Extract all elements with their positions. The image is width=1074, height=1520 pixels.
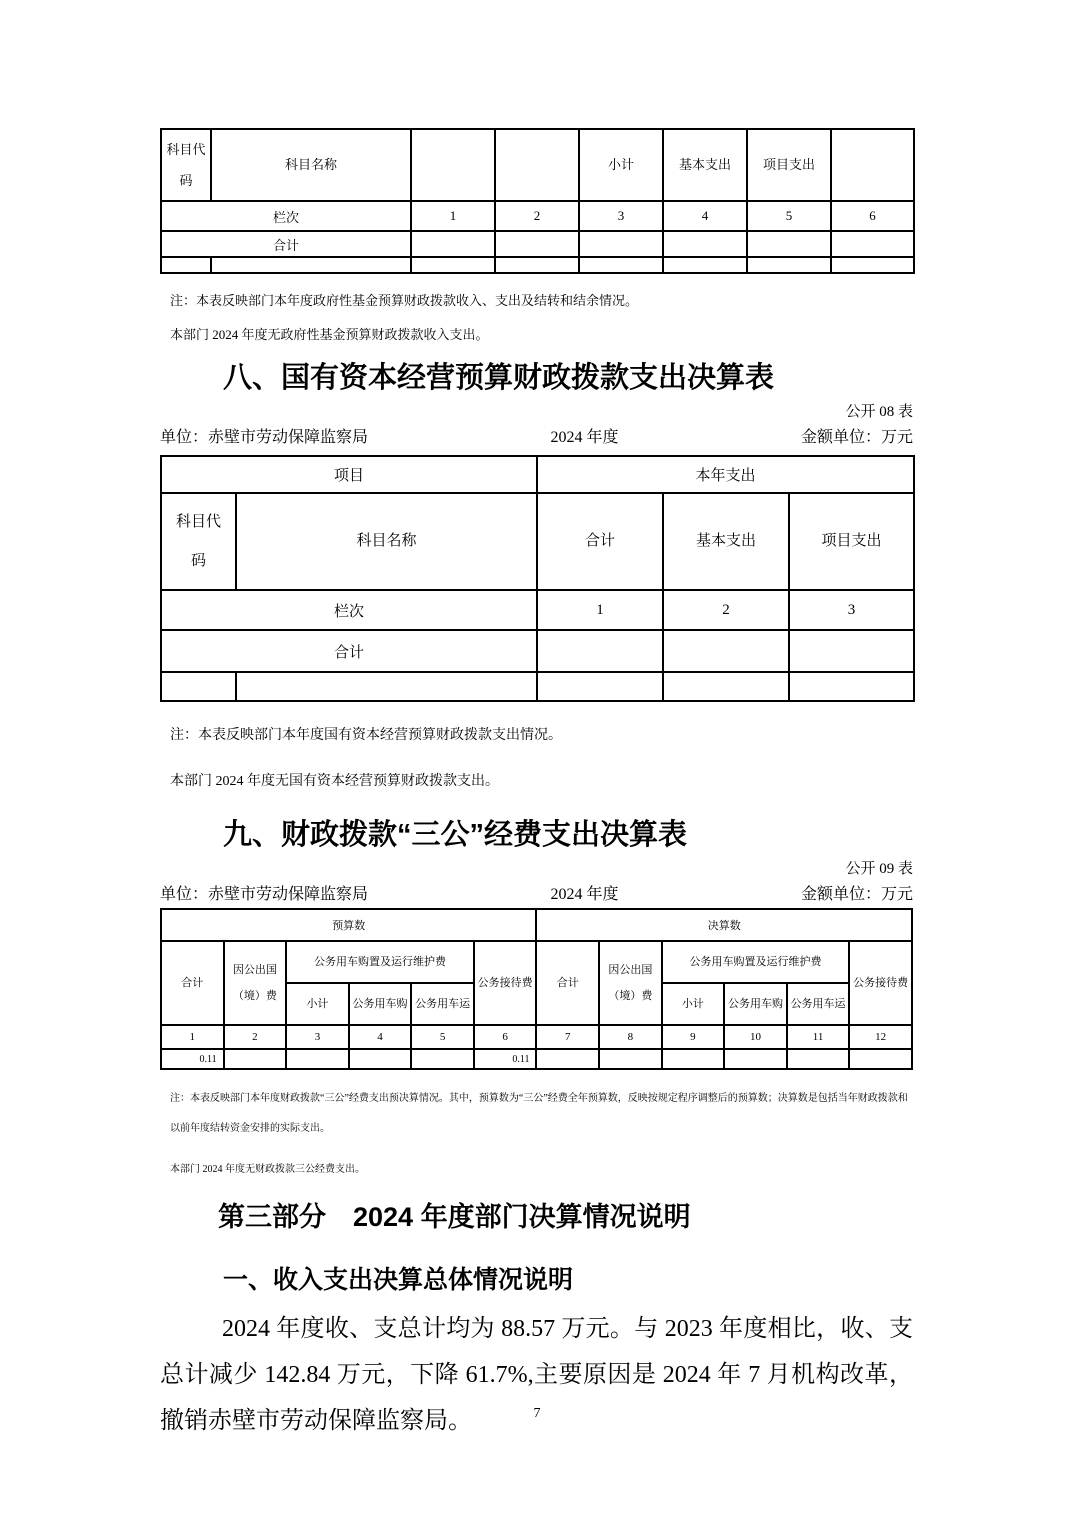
empty-cell — [663, 672, 789, 701]
data-cell — [849, 1049, 912, 1069]
table-row — [161, 909, 912, 941]
section8-note-2: 本部门 2024 年度无国有资本经营预算财政拨款支出。 — [170, 774, 499, 789]
header-budget: 预算数 — [161, 909, 536, 941]
data-cell — [224, 1049, 287, 1069]
section9-note-1: 注：本表反映部门本年度财政拨款“三公”经费支出预决算情况。其中，预算数为“三公”经费全年预算数，反映按规定程序调整后的预算数；决算数是包括当年财政拨款和以前年度结转资金安排的实际支出。 — [170, 1093, 908, 1134]
data-cell — [286, 1049, 349, 1069]
col-num: 1 — [161, 1025, 224, 1049]
empty-cell — [579, 231, 663, 257]
empty-cell — [789, 630, 914, 672]
section9-amount-unit: 金额单位：万元 — [800, 886, 913, 903]
table-row — [161, 1025, 912, 1049]
header-vehicle-purchase: 公务用车购 — [349, 983, 412, 1025]
empty-cell — [411, 231, 495, 257]
col-num: 6 — [831, 201, 914, 231]
header-subtotal: 小计 — [579, 129, 663, 201]
empty-cell — [663, 231, 747, 257]
col-num: 3 — [789, 590, 914, 630]
data-cell — [662, 1049, 725, 1069]
state-capital-expense-table — [160, 455, 915, 702]
empty-cell — [495, 257, 579, 273]
col-num: 4 — [349, 1025, 412, 1049]
empty-cell — [789, 672, 914, 701]
header-project-expense: 项目支出 — [789, 493, 914, 590]
empty-cell — [831, 231, 914, 257]
page-number: 7 — [533, 1406, 541, 1421]
section9-table-label: 公开 09 表 — [845, 861, 913, 877]
empty-cell — [161, 257, 211, 273]
page-content — [160, 0, 913, 1444]
gov-fund-budget-table — [160, 128, 915, 274]
section8-year: 2024 年度 — [550, 429, 619, 446]
header-vehicle-purchase: 公务用车购 — [724, 983, 787, 1025]
data-cell — [599, 1049, 662, 1069]
header-vehicle-fee: 公务用车购置及运行维护费 — [662, 941, 850, 983]
row-index-label: 栏次 — [161, 590, 537, 630]
total-label: 合计 — [161, 630, 537, 672]
total-label: 合计 — [161, 231, 411, 257]
header-abroad-fee: 因公出国（境）费 — [599, 941, 662, 1025]
data-cell — [787, 1049, 850, 1069]
header-vehicle-fee: 公务用车购置及运行维护费 — [286, 941, 474, 983]
header-final: 决算数 — [536, 909, 912, 941]
data-cell: 0.11 — [161, 1049, 224, 1069]
header-vehicle-subtotal: 小计 — [662, 983, 725, 1025]
header-vehicle-subtotal: 小计 — [286, 983, 349, 1025]
header-year-expense: 本年支出 — [537, 456, 914, 493]
col-num: 5 — [411, 1025, 474, 1049]
col-num: 8 — [599, 1025, 662, 1049]
col-num: 1 — [411, 201, 495, 231]
empty-cell — [236, 672, 537, 701]
header-vehicle-operation: 公务用车运 — [411, 983, 474, 1025]
data-cell: 0.11 — [474, 1049, 537, 1069]
empty-cell — [495, 231, 579, 257]
three-public-expense-table — [160, 908, 913, 1070]
empty-cell — [663, 257, 747, 273]
empty-cell — [831, 257, 914, 273]
header-total: 合计 — [537, 493, 663, 590]
col-num: 11 — [787, 1025, 850, 1049]
section9-year: 2024 年度 — [550, 886, 619, 903]
table-row — [161, 493, 914, 590]
table-row — [161, 672, 914, 701]
col-num: 10 — [724, 1025, 787, 1049]
data-cell — [411, 1049, 474, 1069]
header-project: 项目 — [161, 456, 537, 493]
part3-title: 第三部分 2024 年度部门决算情况说明 — [218, 1202, 691, 1232]
header-abroad-fee: 因公出国（境）费 — [224, 941, 287, 1025]
header-total: 合计 — [161, 941, 224, 1025]
table-row — [161, 590, 914, 630]
header-basic-expense: 基本支出 — [663, 493, 789, 590]
col-num: 6 — [474, 1025, 537, 1049]
header-total: 合计 — [536, 941, 599, 1025]
empty-cell — [537, 630, 663, 672]
empty-cell — [495, 129, 579, 201]
col-num: 2 — [663, 590, 789, 630]
data-cell — [349, 1049, 412, 1069]
section9-unit-line — [160, 881, 913, 904]
table-row — [161, 201, 914, 231]
col-num: 9 — [662, 1025, 725, 1049]
header-vehicle-operation: 公务用车运 — [787, 983, 850, 1025]
section9-note-2: 本部门 2024 年度无财政拨款三公经费支出。 — [170, 1164, 365, 1175]
empty-cell — [411, 129, 495, 201]
section8-title: 八、国有资本经营预算财政拨款支出决算表 — [223, 362, 775, 394]
table-row — [161, 1049, 912, 1069]
empty-cell — [579, 257, 663, 273]
table-row — [161, 630, 914, 672]
empty-cell — [747, 257, 831, 273]
empty-cell — [411, 257, 495, 273]
empty-cell — [161, 672, 236, 701]
header-subject-name: 科目名称 — [236, 493, 537, 590]
col-num: 7 — [536, 1025, 599, 1049]
header-reception-fee: 公务接待费 — [849, 941, 912, 1025]
table-row — [161, 456, 914, 493]
part3-paragraph-1: 2024 年度收、支总计均为 88.57 万元。与 2023 年度相比，收、支总计减少 142.84 万元，下降 61.7%,主要原因是 2024 年 7 月机构改革，撤销赤壁市劳动保障监察局。 — [160, 1316, 913, 1434]
section8-unit-line — [160, 424, 913, 447]
empty-cell — [663, 630, 789, 672]
header-reception-fee: 公务接待费 — [474, 941, 537, 1025]
table-row — [161, 129, 914, 201]
empty-cell — [747, 231, 831, 257]
part3-section1-title: 一、收入支出决算总体情况说明 — [223, 1266, 574, 1294]
data-cell — [536, 1049, 599, 1069]
data-cell — [724, 1049, 787, 1069]
empty-cell — [211, 257, 411, 273]
col-num: 1 — [537, 590, 663, 630]
col-num: 2 — [495, 201, 579, 231]
empty-cell — [537, 672, 663, 701]
empty-cell — [831, 129, 914, 201]
header-subject-name: 科目名称 — [211, 129, 411, 201]
gov-fund-note-2: 本部门 2024 年度无政府性基金预算财政拨款收入支出。 — [170, 327, 489, 342]
col-num: 3 — [286, 1025, 349, 1049]
section9-title: 九、财政拨款“三公”经费支出决算表 — [223, 819, 688, 851]
gov-fund-note-1: 注：本表反映部门本年度政府性基金预算财政拨款收入、支出及结转和结余情况。 — [170, 293, 639, 308]
col-num: 4 — [663, 201, 747, 231]
table-row — [161, 231, 914, 257]
row-index-label: 栏次 — [161, 201, 411, 231]
section9-unit: 单位：赤壁市劳动保障监察局 — [160, 886, 369, 903]
col-num: 12 — [849, 1025, 912, 1049]
section8-amount-unit: 金额单位：万元 — [800, 429, 913, 446]
header-subject-code: 科目代码 — [161, 493, 236, 590]
section8-note-1: 注：本表反映部门本年度国有资本经营预算财政拨款支出情况。 — [170, 728, 562, 743]
table-row — [161, 257, 914, 273]
table-row — [161, 941, 912, 983]
col-num: 5 — [747, 201, 831, 231]
header-subject-code: 科目代码 — [161, 129, 211, 201]
header-project-expense: 项目支出 — [747, 129, 831, 201]
col-num: 3 — [579, 201, 663, 231]
section8-unit: 单位：赤壁市劳动保障监察局 — [160, 429, 369, 446]
header-basic-expense: 基本支出 — [663, 129, 747, 201]
col-num: 2 — [224, 1025, 287, 1049]
section8-table-label: 公开 08 表 — [845, 404, 913, 420]
